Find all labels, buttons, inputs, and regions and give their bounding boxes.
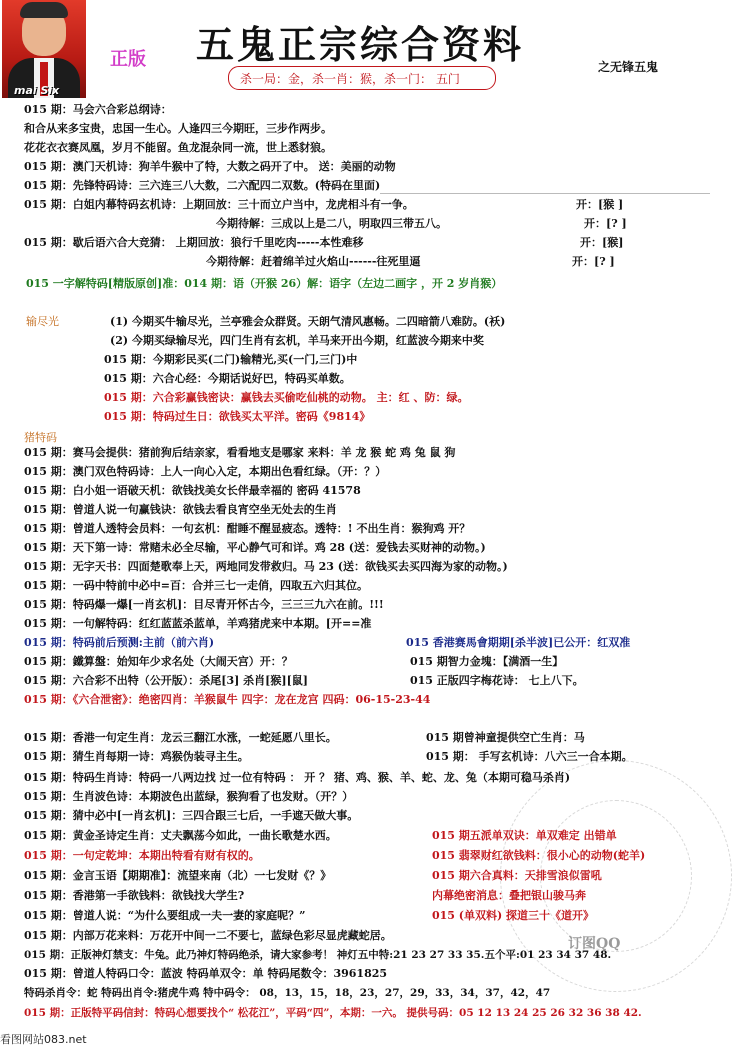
text-line: 和合从来多宝贵，忠国一生心。人逢四三今期旺，三步作两步。 <box>24 122 332 135</box>
text-line: 015 期：正版特平码信封：特码心想要找个“ 松花江”，平码“四”，本期：一六。 提供号码：05 12 13 24 25 26 32 36 38 42. <box>24 1007 642 1019</box>
text-line: 015 期：曾道人说一句赢钱诀：欲钱去看良宵空坐无处去的生肖 <box>24 503 337 516</box>
text-line: 015 期：赛马会提供：猪前狗后结亲家，看看地支是哪家 来料：羊 龙 猴 蛇 鸡 兔 鼠 狗 <box>24 446 456 459</box>
left-col-line: 015 期：鐵算盤：始知年少求名处（大闹天宫）开：？ <box>24 655 293 668</box>
left-col-line: 015 期：猜生肖每期一诗：鸡猴伪装寻主生。 <box>24 750 249 763</box>
text-line: 015 期：白小姐一语破天机：欲钱找美女长伴最幸福的 密码 41578 <box>24 484 361 497</box>
right-col-line: 015 香港赛馬會期期[杀半波]已公开：红双准 <box>406 636 631 649</box>
text-line: 015 期：先锋特码诗：三六连三八大数，二六配四二双数。(特码在里面) <box>24 179 381 192</box>
left-col-line: 015 期：一句定乾坤：本期出特看有财有权的。 <box>24 849 260 862</box>
text-line: 015 期：曾道人特码口令：蓝波 特码单双令：单 特码尾数令：3961825 <box>24 967 388 980</box>
text-line: 015 期：马会六合彩总纲诗： <box>24 103 172 116</box>
text-line: 015 期：今期彩民买(二门)输精光,买(一门,三门)中 <box>104 353 358 366</box>
text-line: 015 期：澳门天机诗：狗羊牛猴中了特，大数之码开了中。 送：美丽的动物 <box>24 160 396 173</box>
text-line: 花花衣衣赛凤凰，岁月不能留。鱼龙混杂同一流，世上悉豺狼。 <box>24 141 332 154</box>
right-col-line: 015 期智力金塊：【满酒一生】 <box>410 655 564 668</box>
text-line: 015 期：生肖波色诗：本期波色出蓝绿，猴狗看了也发财。（开？） <box>24 790 354 803</box>
subtitle: 杀一局：金，杀一肖：猴，杀一门： 五门 <box>240 72 460 86</box>
left-col-line: 015 期：香港第一手欲钱料：欲钱找大学生? <box>24 889 245 902</box>
text-line: 015 期：曾道人透特会员料：一句玄机：酣睡不醒显疲态。透特：! 不出生肖：猴狗鸡 开？ <box>24 522 471 535</box>
page-title: 五鬼正宗综合资料 <box>196 22 525 67</box>
text-line: (1) 今期买牛输尽光，兰亭雅会众群贤。天朗气清风惠畅。二四暗箭八难防。(袄) <box>110 315 506 328</box>
left-col-line: 015 期：曾道人说：“为什么要组成一夫一妻的家庭呢？” <box>24 909 306 922</box>
text-line: 特码杀肖令：蛇 特码出肖令:猪虎牛鸡 特中码令： 08，13，15，18，23，27，29，33，34，37，42，47 <box>24 987 551 999</box>
text-line: 015 期：一码中特前中必中=百：合并三七一走俏，四取五六归其位。 <box>24 579 369 592</box>
divider <box>380 193 710 194</box>
open-label: 开：[? ] <box>584 217 627 230</box>
section-head-zhutema: 猪特码 <box>24 431 57 444</box>
text-line: 015 期：天下第一诗：常赌未必全尽输，平心静气可和详。鸡 28 (送：爱钱去买财神的动物。) <box>24 541 486 554</box>
text-line: 015 期：特码爆一爆[一肖玄机]：目尽青开怀古今，三三三九六在前。!!! <box>24 598 384 611</box>
sixhe-line: 015 期：《六合泄密》：绝密四肖：羊猴鼠牛 四字：龙在龙宫 四码：06-15-23-44 <box>24 693 431 706</box>
text-line: 015 期：歇后语六合大竞猜： 上期回放：狼行千里吃肉-----本性难移 <box>24 236 364 249</box>
left-col-line: 015 期：六合彩不出特（公开版）：杀尾[3] 杀肖[猴][鼠] <box>24 674 309 687</box>
text-line: 今期待解：三成以上是二八，明取四三带五八。 <box>216 217 447 230</box>
right-col-line: 015 翡翠财红欲钱料：很小心的动物(蛇羊) <box>432 849 646 862</box>
right-col-line: 015 期： 手写玄机诗：八六三一合本期。 <box>426 750 633 763</box>
left-col-line: 015 期：黄金圣诗定生肖：丈夫飘荡今如此，一曲长歌楚水西。 <box>24 829 337 842</box>
text-line: 015 期：正版神灯禁支：牛兔。此乃神灯特码绝杀，请大家参考！ 神灯五中特:21 23 27 33 35.五个平:01 23 34 37 48. <box>24 949 612 961</box>
open-label: 开：[猴 ] <box>576 198 624 211</box>
left-col-line: 015 期：金言玉语【期期准】：流望来南（北）一七发财《？》 <box>24 869 332 882</box>
text-line: 015 期：白姐内幕特码玄机诗：上期回放：三十而立户当中，龙虎相斗有一争。 <box>24 198 414 211</box>
right-col-line: 015 期六合真料：天排雪浪似雷吼 <box>432 869 602 882</box>
right-col-line: 015 正版四字梅花诗： 七上八下。 <box>410 674 584 687</box>
text-line: 今期待解：赶着绵羊过火焰山------往死里逼 <box>206 255 421 268</box>
open-label: 开：[? ] <box>572 255 615 268</box>
text-line: 015 期：特码生肖诗：特码一八两边找 过一位有特码 ： 开 ？ 猪、鸡、猴、羊、蛇、龙、兔（本期可稳马杀肖) <box>24 771 571 784</box>
section-head-shuting: 输尽光 <box>26 315 59 328</box>
avatar-label: mai Six <box>14 84 60 97</box>
text-line: 015 期：内部万花来料：万花开中间一二不要七，蓝绿色彩尽显虎藏蛇居。 <box>24 929 392 942</box>
text-line: (2) 今期买绿输尽光，四门生肖有玄机，羊马来开出今期，红蓝波今期来中奖 <box>110 334 484 347</box>
text-line: 015 期：澳门双色特码诗：上人一向心入定，本期出色看红绿。（开：？） <box>24 465 387 478</box>
right-col-line: 015 期曾神童提供空亡生肖：马 <box>426 731 585 744</box>
text-line: 015 期：猜中必中[一肖玄机]：三四合跟三七后，一手遮天做大事。 <box>24 809 359 822</box>
zhengban-badge: 正版 <box>110 49 146 70</box>
right-col-line: 015 (单双料) 探道三十《道开》 <box>432 909 595 922</box>
text-line: 015 期：一句解特码：红红蓝蓝杀蓝单，羊鸡猪虎来中本期。[开==准 <box>24 617 372 630</box>
right-col-line: 内幕绝密消息：叠把银山骏马奔 <box>432 889 586 902</box>
top-right-label: 之无锋五鬼 <box>598 60 659 74</box>
open-label: 开：[猴] <box>580 236 624 249</box>
text-line: 015 期：特码过生日：欲钱买太平洋。密码《9814》 <box>104 410 371 423</box>
text-line: 015 期：无字天书：四面楚歌奉上天，两地同发带救归。马 23 (送：欲钱买去买四海为家的动物。) <box>24 560 508 573</box>
text-line: 015 期：六合彩赢钱密诀：赢钱去买偷吃仙桃的动物。 主：红 、防：绿。 <box>104 391 469 404</box>
left-col-line: 015 期：特码前后预测:主前（前六肖) <box>24 636 215 649</box>
watermark-qq: 订图QQ <box>568 936 621 952</box>
green-line: 015 一字解特码[精版原创]准：014 期：语（开猴 26）解：语字（左边二画字 ，开 2 岁肖猴） <box>26 277 503 290</box>
right-col-line: 015 期五派单双诀：单双难定 出错单 <box>432 829 617 842</box>
footer-site[interactable]: 看图网站083.net <box>0 1033 87 1046</box>
left-col-line: 015 期：香港一句定生肖：龙云三翻江水涨，一蛇延愿八里长。 <box>24 731 337 744</box>
text-line: 015 期：六合心经：今期话说好巴，特码买单数。 <box>104 372 351 385</box>
